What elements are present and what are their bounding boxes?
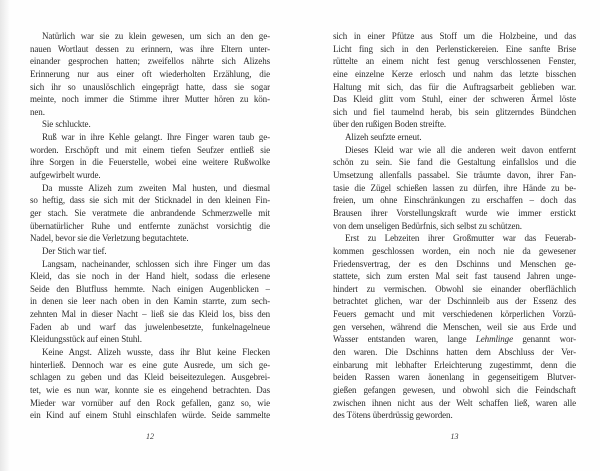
text-line [30,295,270,308]
text-line [333,68,576,81]
text-line [30,144,270,157]
line-text: sich in einer Pfütze aus Stoff um die Holzbeine, und das [333,31,576,41]
text-line [30,93,270,106]
text-line [333,207,576,220]
text-line [30,409,270,422]
line-text: tet, wie es nun war, konnte sie es eingehend betrachten. Das [30,384,270,395]
text-line [30,333,270,346]
right-page [333,30,576,455]
line-text: hinterließ. Dennoch war es eine gute Ausrede, um sich ge- [30,359,270,370]
line-text: genannt wor- [512,334,576,345]
page-edge-shading [0,0,10,471]
text-line [333,81,576,94]
text-line [333,270,576,283]
text-line [30,371,270,384]
text-line [30,131,270,144]
line-text: eine einzelne Kerze erlosch und nahm das letzte bisschen [333,68,576,79]
left-page-text [30,30,270,422]
text-line [333,194,576,207]
line-text: über den rußigen Boden streifte. [333,119,447,130]
line-text: den waren. Die Dschinns hatten dem Abschluss der Ver- [333,347,576,358]
text-line [30,169,270,182]
left-page-number: 12 [146,432,154,441]
text-line [333,182,576,195]
line-text: Haltung mit sich, das für die Auftragsarbeit geblieben war. [333,81,576,92]
line-text: aufgewirbelt wurde. [30,170,101,181]
line-text: Das Kleid glitt vom Stuhl, einer der schweren Ärmel löste [333,94,576,105]
line-text: Mieder war vornüber auf den Rock gefallen, ganz so, wie [30,397,270,408]
line-text: stattete, sich zum ersten Mal seit fast tausend Jahren unge- [333,271,576,282]
text-line [333,156,576,169]
line-text: so heftig, dass sie sich mit der Sticknadel in den kleinen Fin- [30,195,270,206]
text-line [30,118,270,131]
text-line [30,43,270,56]
line-text: Sie schluckte. [42,119,91,130]
line-text: Faden ab und warf das juwelenbesetzte, funkelnagelneue [30,321,270,332]
text-line [333,106,576,119]
text-line [333,55,576,68]
text-line [30,81,270,94]
text-line [30,359,270,372]
text-line [333,220,576,233]
line-text: kommen geschlossen worden, ein noch nie da gewesener [333,245,576,256]
line-text: Dieses Kleid war wie all die anderen weit davon entfernt [345,144,576,155]
line-text: Licht fing sich in den Perlenstickereien. Eine sanfte Brise [333,43,576,54]
line-text: nauen Wortlaut dessen zu erinnern, was ihre Eltern unter- [30,43,270,54]
line-text: gießen gefangen gewesen, und obwohl sich die Feindschaft [333,384,576,395]
line-text: des Tötens überdrüssig geworden. [333,410,453,421]
left-page [30,30,270,455]
text-line [333,232,576,245]
text-line [30,182,270,195]
line-text: ein Kind auf einem Stuhl einschlafen würde. Seide sammelte [30,410,270,421]
text-line [333,384,576,397]
text-line [333,346,576,359]
line-text: nen. [30,106,45,117]
line-text: Natürlich war sie zu klein gewesen, um sich an den ge- [42,31,270,41]
text-line [333,333,576,346]
line-text: hindert zu vermischen. Obwohl sie einander oberflächlich [333,283,576,294]
line-text: rüttelte an einem nicht fest genug verschlossenen Fenster, [333,56,576,67]
right-page-text [333,30,576,422]
line-text: Langsam, nacheinander, schlossen sich ihre Finger um das [42,258,270,269]
text-line [333,308,576,321]
text-line [30,397,270,410]
text-line [333,131,576,144]
text-line [30,245,270,258]
text-line [333,371,576,384]
right-page-number: 13 [450,432,459,441]
text-line [333,359,576,372]
line-text: einander gesprochen hatten; zweifellos nährte sich Alizehs [30,56,270,67]
text-line [333,118,576,131]
line-text: ger stach. Sie veratmete die anbrandende Schmerzwelle mit [30,207,270,218]
text-line [30,68,270,81]
text-line [30,270,270,283]
text-line [30,283,270,296]
text-line [30,220,270,233]
text-line [333,258,576,271]
line-text: schlagen zu geben und das Kleid beiseitezulegen. Ausgebrei- [30,372,270,383]
text-line [30,308,270,321]
text-line [333,30,576,43]
text-line [30,194,270,207]
text-line [30,232,270,245]
line-text: zwischen ihnen nicht aus der Welt schaffen ließ, waren alle [333,397,576,408]
line-text: Keine Angst. Alizeh wusste, dass ihr Blut keine Flecken [42,347,270,358]
line-text: Alizeh seufzte erneut. [345,132,422,143]
line-text: sich ihr so unauslöschlich eingeprägt hatte, dass sie sogar [30,81,270,92]
text-line [333,321,576,334]
text-line [333,409,576,422]
line-text: gen versehen, während die Menschen, weil sie aus Erde und [333,321,576,332]
text-line [333,397,576,410]
line-text: Erst zu Lebzeiten ihrer Großmutter war das Feuerab- [345,233,576,244]
line-text: betrachtet glichen, war der Dschinnleib aus der Essenz des [333,296,576,307]
line-text: Feuers gemacht und mit verschiedenen körperlichen Vorzü- [333,309,576,320]
text-line [333,144,576,157]
line-text: schön zu sein. Sie fand die Gestaltung einfallslos und die [333,157,576,168]
text-line [30,106,270,119]
line-text: Da musste Alizeh zum zweiten Mal husten, und diesmal [42,182,270,193]
line-text: Wasser entstanden waren, lange [333,334,476,345]
line-text: ihre Sorgen in die Feuerstelle, wobei eine weitere Rußwolke [30,157,270,168]
line-text: von dem unseligen Bedürfnis, sich selbst zu schützen. [333,220,522,231]
text-line [30,346,270,359]
line-text: Brausen ihrer Vorstellungskraft wurde wie immer erstickt [333,207,576,218]
line-text: in denen sie leer nach oben in den Kamin starrte, zum sech- [30,296,270,307]
text-line [30,321,270,334]
line-text: Nadel, bevor sie die Verletzung begutachtete. [30,233,189,244]
text-line [30,258,270,271]
line-text: meinte, noch immer die Stimme ihrer Mutter hören zu kön- [30,94,270,105]
text-line [30,384,270,397]
italic-term: Lehmlinge [475,334,513,345]
text-line [30,30,270,43]
line-text: Erinnerung nur aus einer oft wiederholten Erzählung, die [30,68,270,79]
text-line [333,283,576,296]
line-text: worden. Erschöpft und mit einem tiefen Seufzer entließ sie [30,144,270,155]
text-line [333,245,576,258]
line-text: Der Stich war tief. [42,245,107,256]
line-text: übernatürlicher Ruhe und entfernte zunächst vorsichtig die [30,220,270,231]
line-text: Kleidungsstück auf einen Stuhl. [30,334,142,345]
line-text: Seide den Blutfluss hemmte. Nach einigen Augenblicken – [30,283,270,294]
text-line [333,169,576,182]
text-line [333,93,576,106]
line-text: sich und fiel taumelnd herab, bis sein glitzerndes Bündchen [333,106,576,117]
line-text: Friedensvertrag, der es den Dschinns und Menschen ge- [333,258,576,269]
line-text: beiden Rassen waren äonenlang in gegenseitigem Blutver- [333,372,576,383]
text-line [30,207,270,220]
line-text: einbarung mit lebhafter Erleichterung zugestimmt, denn die [333,359,576,370]
line-text: Ruß war in ihre Kehle gelangt. Ihre Finger waren taub ge- [42,132,270,143]
text-line [30,55,270,68]
line-text: Umsetzung allenfalls passabel. Sie träumte davon, ihrer Fan- [333,170,576,181]
line-text: tasie die Zügel schießen lassen zu dürfen, ihre Hände zu be- [333,182,576,193]
text-line [333,295,576,308]
text-line [333,43,576,56]
line-text: freien, um ohne Einschränkungen zu erschaffen – doch das [333,195,576,206]
line-text: Kleid, das sie noch in der Hand hielt, sodass die erlesene [30,271,270,282]
line-text: zehnten Mal in dieser Nacht – ließ sie das Kleid los, biss den [30,309,270,320]
text-line [30,156,270,169]
